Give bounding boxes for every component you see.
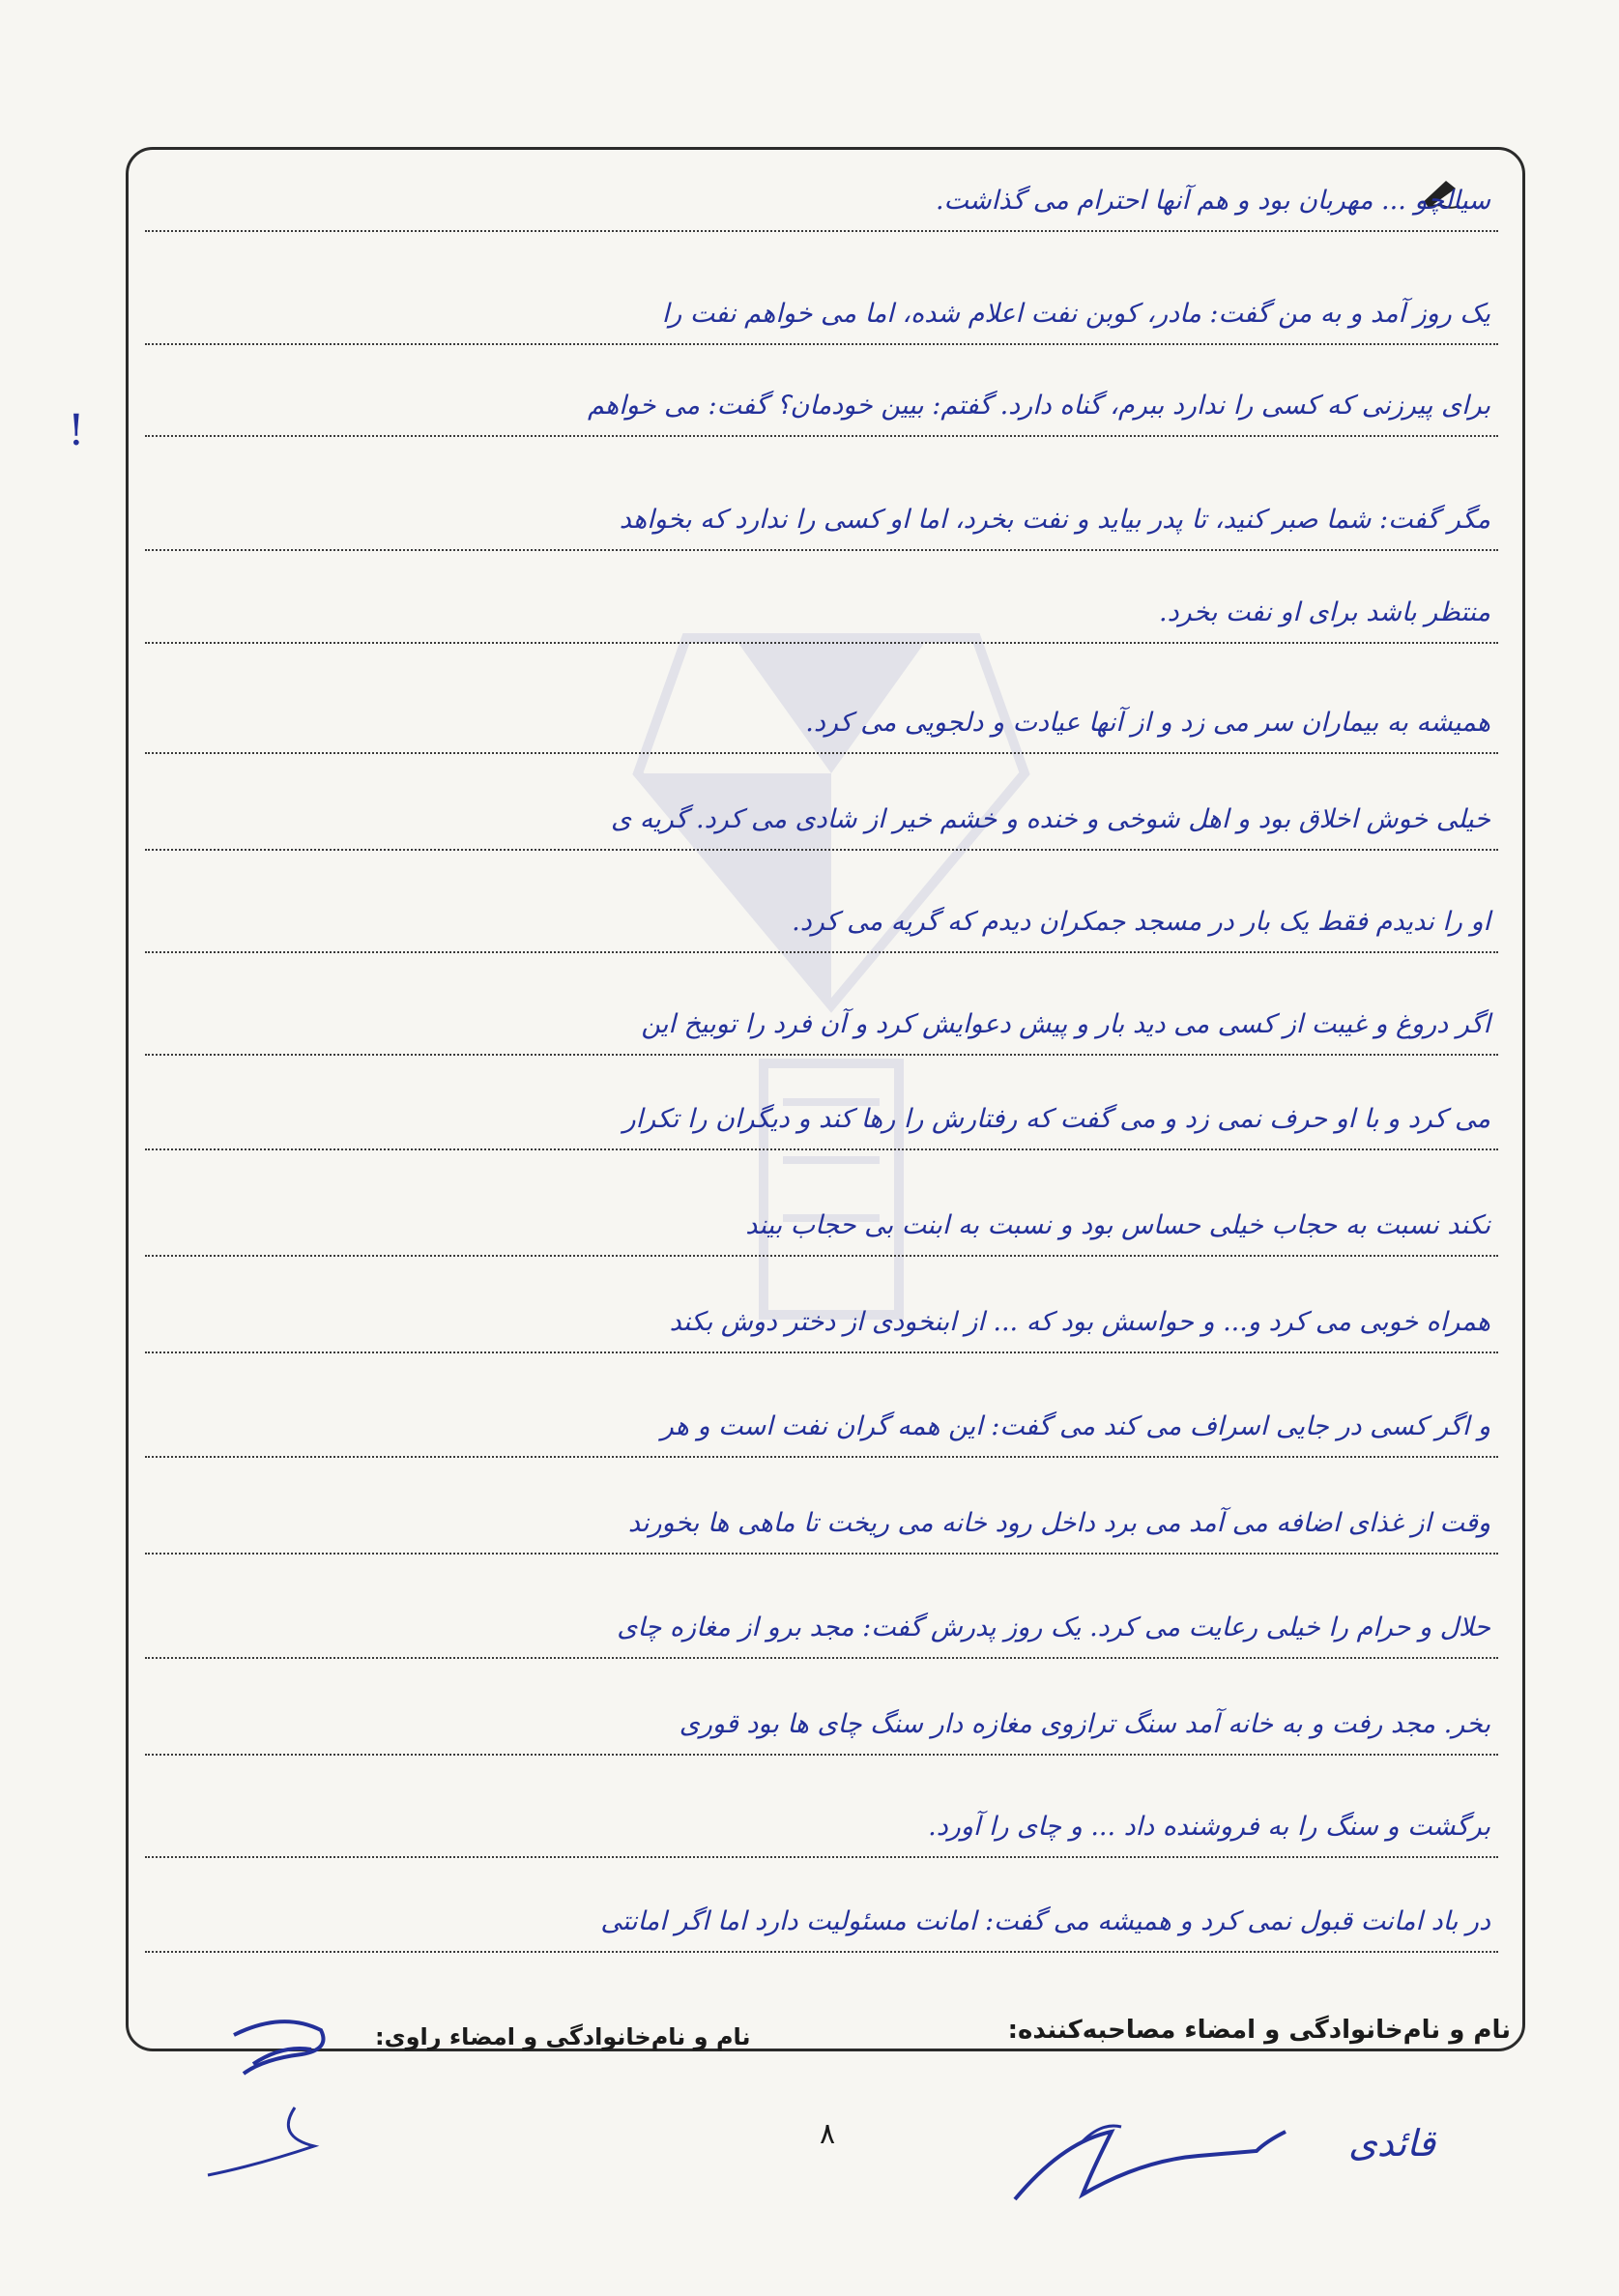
text-line: می کرد و با او حرف نمی زد و می گفت که رفتارش را رها کند و دیگران را تکرار — [145, 1092, 1498, 1150]
text-line: بخر. مجد رفت و به خانه آمد سنگ ترازوی مغازه دار سنگ چای ها بود قوری — [145, 1698, 1498, 1756]
text-line: نکند نسبت به حجاب خیلی حساس بود و نسبت به ابنت بی حجاب بیند — [145, 1199, 1498, 1257]
text-line: برای پیرزنی که کسی را ندارد ببرم، گناه دارد. گفتم: بیین خودمان؟ گفت: می خواهم — [145, 379, 1498, 437]
text-line: اگر دروغ و غیبت از کسی می دید بار و پیش دعوایش کرد و آن فرد را توبیخ این — [145, 998, 1498, 1056]
text-line: همراه خوبی می کرد و... و حواسش بود که ... از ابنخودی از دختر دوش بکند — [145, 1295, 1498, 1353]
stray-mark-icon — [198, 2098, 333, 2185]
text-line: سیالچو ... مهربان بود و هم آنها احترام می گذاشت. — [145, 174, 1498, 232]
text-line: منتظر باشد برای او نفت بخرد. — [145, 586, 1498, 644]
margin-exclamation: ! — [68, 406, 85, 455]
narrator-signature-icon — [224, 2006, 340, 2083]
interviewer-label: نام و نام‌خانوادگی و امضاء مصاحبه‌کننده: — [1007, 2016, 1511, 2045]
signature-name: قائدی — [1348, 2122, 1436, 2165]
text-line: حلال و حرام را خیلی رعایت می کرد. یک روز پدرش گفت: مجد برو از مغازه چای — [145, 1601, 1498, 1659]
text-line: در باد امانت قبول نمی کرد و همیشه می گفت: امانت مسئولیت دارد اما اگر امانتی — [145, 1895, 1498, 1953]
text-line: همیشه به بیماران سر می زد و از آنها عیادت و دلجویی می کرد. — [145, 696, 1498, 754]
text-line: او را ندیدم فقط یک بار در مسجد جمکران دیدم که گریه می کرد. — [145, 895, 1498, 953]
text-line: برگشت و سنگ را به فروشنده داد ... و چای را آورد. — [145, 1800, 1498, 1858]
page-number: ۸ — [820, 2117, 836, 2151]
text-line: وقت از غذای اضافه می آمد می برد داخل رود خانه می ریخت تا ماهی ها بخورند — [145, 1497, 1498, 1555]
narrator-label: نام و نام‌خانوادگی و امضاء راوی: — [375, 2023, 751, 2050]
text-line: خیلی خوش اخلاق بود و اهل شوخی و خنده و خشم خیر از شادی می کرد. گریه ی — [145, 793, 1498, 851]
text-line: مگر گفت: شما صبر کنید، تا پدر بیاید و نفت بخرد، اما او کسی را ندارد که بخواهد — [145, 493, 1498, 551]
text-line: و اگر کسی در جایی اسراف می کند می گفت: این همه گران نفت است و هر — [145, 1400, 1498, 1458]
signature-icon — [976, 2103, 1344, 2214]
text-line: یک روز آمد و به من گفت: مادر، کوبن نفت اعلام شده، اما می خواهم نفت را — [145, 287, 1498, 345]
